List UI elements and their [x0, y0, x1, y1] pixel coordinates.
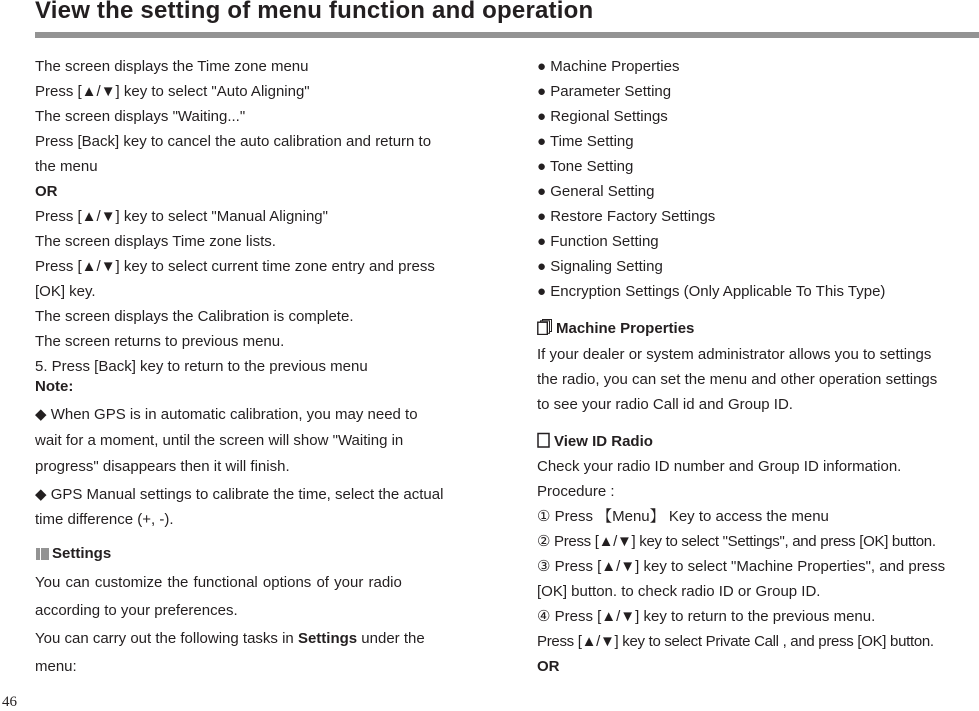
step-line: ③ Press [▲/▼] key to select "Machine Properties", and press [537, 558, 946, 575]
left-line: The screen displays the Calibration is complete. [35, 308, 354, 325]
settings-line [35, 630, 425, 648]
note-line: ◆ When GPS is in automatic calibration, you may need to [35, 406, 418, 423]
left-line: The screen returns to previous menu. [35, 333, 285, 350]
bullet-item: ● Parameter Setting [537, 83, 672, 100]
bullet-item: ● Time Setting [537, 133, 634, 150]
bullet-item: ● Function Setting [537, 233, 659, 250]
view-id-radio-heading [537, 432, 653, 453]
step-line: ④ Press [▲/▼] key to return to the previous menu. [537, 608, 876, 625]
step-line: ② Press [▲/▼] key to select "Settings", and press [OK] button. [537, 533, 936, 550]
left-line: Press [▲/▼] key to select "Auto Aligning" [35, 83, 310, 100]
bullet-item: ● Encryption Settings (Only Applicable To This Type) [537, 283, 886, 300]
left-line: The screen displays "Waiting..." [35, 108, 246, 125]
pages-icon [537, 319, 553, 340]
note-line: ◆ GPS Manual settings to calibrate the time, select the actual [35, 486, 444, 503]
left-line: 5. Press [Back] key to return to the previous menu [35, 358, 368, 375]
step-line: Press [▲/▼] key to select Private Call , and press [OK] button. [537, 633, 934, 650]
machine-line: the radio, you can set the menu and other operation settings [537, 371, 938, 388]
settings-line-text: under the [361, 630, 425, 647]
settings-heading [35, 545, 111, 565]
step-line: ① Press 【Menu】 Key to access the menu [537, 508, 829, 525]
note-line: progress" disappears then it will finish. [35, 458, 290, 475]
left-line: Press [Back] key to cancel the auto calibration and return to [35, 133, 432, 150]
bullet-item: ● General Setting [537, 183, 655, 200]
machine-properties-heading-text: Machine Properties [556, 320, 695, 337]
step-line: [OK] button. to check radio ID or Group ID. [537, 583, 821, 600]
bullet-item: ● Restore Factory Settings [537, 208, 716, 225]
page-number: 46 [2, 694, 17, 710]
or-label: OR [537, 658, 560, 675]
settings-line: You can customize the functional options of your radio [35, 574, 402, 591]
view-id-radio-heading-text: View ID Radio [554, 433, 653, 450]
settings-line: menu: [35, 658, 77, 675]
view-line: Procedure : [537, 483, 615, 500]
page-title: View the setting of menu function and operation [35, 0, 594, 24]
note-line: time difference (+, -). [35, 511, 174, 528]
settings-line: according to your preferences. [35, 602, 238, 619]
note-label: Note: [35, 378, 74, 395]
bullet-item: ● Signaling Setting [537, 258, 663, 275]
left-line: The screen displays the Time zone menu [35, 58, 309, 75]
bullet-item: ● Tone Setting [537, 158, 634, 175]
bullet-item: ● Machine Properties [537, 58, 680, 75]
left-line: Press [▲/▼] key to select "Manual Aligning" [35, 208, 328, 225]
left-line: The screen displays Time zone lists. [35, 233, 276, 250]
or-label: OR [35, 183, 58, 200]
view-line: Check your radio ID number and Group ID information. [537, 458, 902, 475]
machine-line: If your dealer or system administrator allows you to settings [537, 346, 932, 363]
section-marker-icon [35, 547, 49, 565]
title-rule [35, 32, 979, 38]
left-line: the menu [35, 158, 98, 175]
left-line: Press [▲/▼] key to select current time zone entry and press [35, 258, 435, 275]
left-line: [OK] key. [35, 283, 96, 300]
settings-bold-term: Settings [297, 630, 358, 647]
machine-line: to see your radio Call id and Group ID. [537, 396, 793, 413]
settings-heading-text: Settings [52, 545, 112, 562]
bullet-item: ● Regional Settings [537, 108, 668, 125]
machine-properties-heading [537, 319, 694, 340]
page-icon [537, 432, 551, 453]
settings-line-text: You can carry out the following tasks in [35, 630, 294, 647]
note-line: wait for a moment, until the screen will show "Waiting in [35, 432, 404, 449]
